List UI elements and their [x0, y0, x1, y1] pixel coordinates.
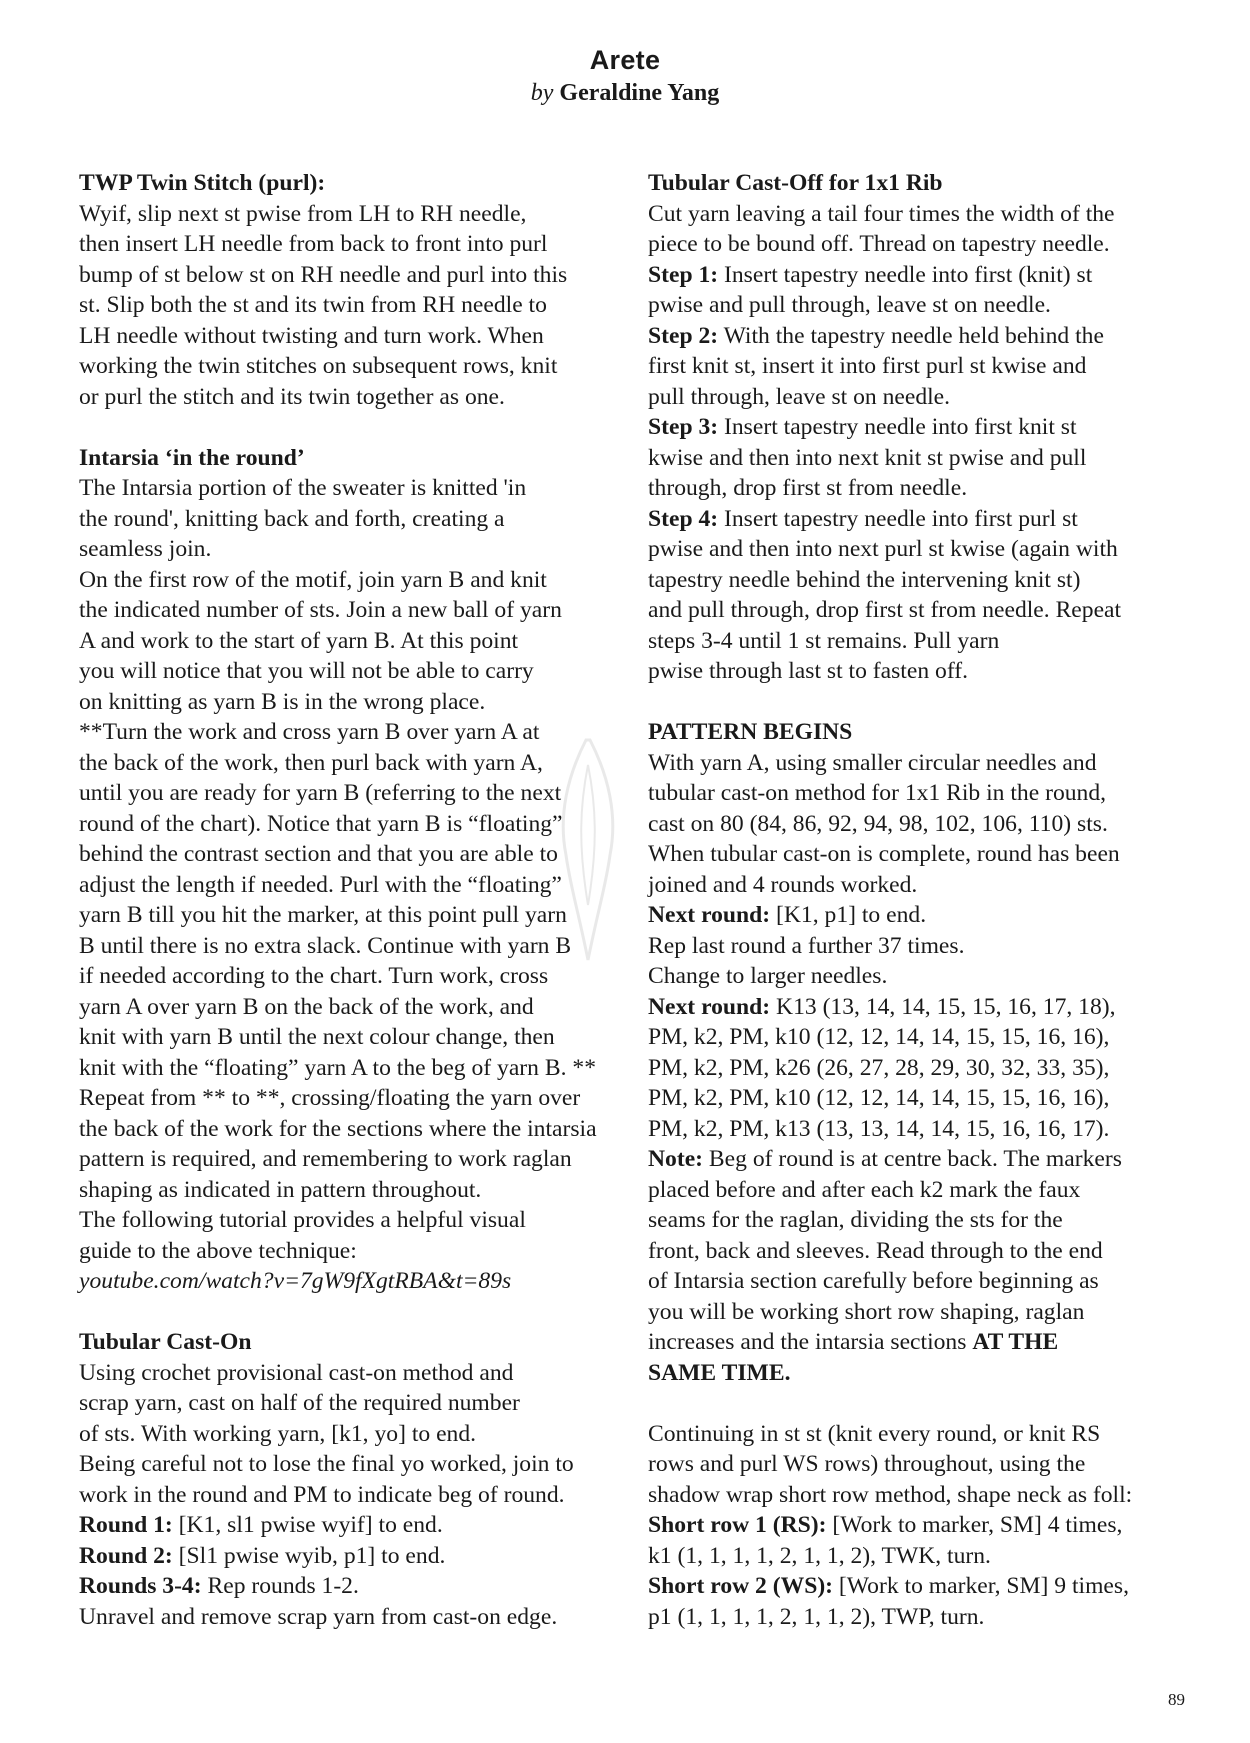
- spacer: [79, 412, 624, 443]
- text-line: on knitting as yarn B is in the wrong place.: [79, 688, 486, 715]
- text-line: pull through, leave st on needle.: [648, 383, 951, 410]
- step-label: Step 1:: [648, 261, 719, 288]
- text-line: the indicated number of sts. Join a new ball of yarn: [79, 597, 562, 623]
- text-line: The following tutorial provides a helpful visual: [79, 1207, 526, 1233]
- text-line: shaping as indicated in pattern throughout.: [79, 1176, 482, 1203]
- text-line: pwise and then into next purl st kwise (again with: [648, 536, 1118, 562]
- text-line: PM, k2, PM, k13 (13, 13, 14, 14, 15, 16, 16, 17).: [648, 1115, 1110, 1142]
- text-line: Wyif, slip next st pwise from LH to RH needle,: [79, 200, 527, 227]
- text-line: if needed according to the chart. Turn work, cross: [79, 963, 549, 989]
- text-line: The Intarsia portion of the sweater is knitted 'in: [79, 475, 527, 501]
- text-line: Rep last round a further 37 times.: [648, 932, 965, 959]
- text-line: kwise and then into next knit st pwise and pull: [648, 444, 1087, 471]
- round-text: Rep rounds 1-2.: [201, 1573, 359, 1599]
- byline: [0, 78, 1250, 108]
- text-line: seamless join.: [79, 536, 212, 562]
- text-line: On the first row of the motif, join yarn B and knit: [79, 566, 547, 593]
- emphasis-text: AT THE: [972, 1329, 1059, 1355]
- step-text: Insert tapestry needle into first knit st: [718, 414, 1077, 440]
- text-line: B until there is no extra slack. Continue with yarn B: [79, 932, 572, 959]
- text-line: Continuing in st st (knit every round, or knit RS: [648, 1420, 1101, 1447]
- round-1-line: [79, 1510, 624, 1541]
- next-round-1-line: [648, 900, 1196, 931]
- tutorial-link[interactable]: youtube.com/watch?v=7gW9fXgtRBA&t=89s: [79, 1268, 512, 1294]
- byline-by: by: [530, 80, 554, 106]
- step-text: With the tapestry needle held behind the: [718, 322, 1104, 349]
- text-line: Repeat from ** to **, crossing/floating the yarn over: [79, 1085, 581, 1111]
- text-line: you will notice that you will not be able to carry: [79, 658, 534, 684]
- text-line: through, drop first st from needle.: [648, 475, 968, 501]
- right-column: [648, 168, 1196, 1632]
- text-line: yarn B till you hit the marker, at this point pull yarn: [79, 902, 567, 928]
- section-heading: TWP Twin Stitch (purl):: [79, 170, 326, 196]
- text-line: shadow wrap short row method, shape neck as foll:: [648, 1481, 1133, 1508]
- text-line: guide to the above technique:: [79, 1237, 357, 1264]
- text-line: round of the chart). Notice that yarn B is “floating”: [79, 810, 563, 837]
- section-heading: Tubular Cast-On: [79, 1329, 252, 1355]
- text-line: behind the contrast section and that you are able to: [79, 841, 558, 867]
- note-tail-text: increases and the intarsia sections: [648, 1329, 973, 1355]
- round-text: [Sl1 pwise wyib, p1] to end.: [172, 1542, 446, 1569]
- tubular-cast-off-section: [648, 168, 1196, 687]
- step-3-line: [648, 412, 1196, 443]
- left-column: [79, 168, 624, 1632]
- text-line: steps 3-4 until 1 st remains. Pull yarn: [648, 627, 1000, 654]
- section-heading: Intarsia ‘in the round’: [79, 444, 305, 471]
- rounds-3-4-line: [79, 1571, 624, 1602]
- text-line: p1 (1, 1, 1, 1, 2, 1, 1, 2), TWP, turn.: [648, 1603, 985, 1630]
- step-label: Step 4:: [648, 505, 719, 532]
- text-line: st. Slip both the st and its twin from RH needle to: [79, 292, 547, 318]
- text-line: working the twin stitches on subsequent rows, knit: [79, 353, 558, 379]
- text-line: until you are ready for yarn B (referring to the next: [79, 780, 562, 806]
- text-line: piece to be bound off. Thread on tapestry needle.: [648, 231, 1110, 257]
- text-line: work in the round and PM to indicate beg of round.: [79, 1481, 565, 1508]
- page-number: 89: [1168, 1690, 1185, 1709]
- row-label: Short row 2 (WS):: [648, 1573, 834, 1599]
- text-line: k1 (1, 1, 1, 1, 2, 1, 1, 2), TWK, turn.: [648, 1542, 991, 1569]
- text-line: the back of the work, then purl back with yarn A,: [79, 749, 543, 776]
- row-text: [Work to marker, SM] 4 times,: [826, 1512, 1123, 1538]
- round-text: [K1, sl1 pwise wyif] to end.: [172, 1512, 443, 1538]
- section-heading: Tubular Cast-Off for 1x1 Rib: [648, 170, 943, 196]
- text-line: you will be working short row shaping, raglan: [648, 1298, 1085, 1325]
- text-line: tubular cast-on method for 1x1 Rib in the round,: [648, 780, 1107, 806]
- section-heading: PATTERN BEGINS: [648, 719, 853, 745]
- short-row-2-line: [648, 1571, 1196, 1602]
- round-label: Next round:: [648, 993, 771, 1020]
- round-2-line: [79, 1541, 624, 1572]
- spacer: [648, 1388, 1196, 1419]
- text-line: yarn A over yarn B on the back of the work, and: [79, 993, 534, 1020]
- text-line: Change to larger needles.: [648, 963, 888, 989]
- text-line: pattern is required, and remembering to work raglan: [79, 1146, 572, 1172]
- text-line: With yarn A, using smaller circular needles and: [648, 749, 1097, 776]
- text-line: joined and 4 rounds worked.: [648, 871, 918, 898]
- round-label: Rounds 3-4:: [79, 1573, 202, 1599]
- text-line: Using crochet provisional cast-on method and: [79, 1359, 514, 1386]
- intarsia-section: [79, 443, 624, 1297]
- step-text: Insert tapestry needle into first (knit) st: [718, 261, 1093, 288]
- spacer: [648, 687, 1196, 718]
- step-label: Step 2:: [648, 322, 719, 349]
- pattern-begins-section: [648, 717, 1196, 1388]
- text-line: adjust the length if needed. Purl with the “floating”: [79, 871, 562, 898]
- text-line: Being careful not to lose the final yo worked, join to: [79, 1451, 574, 1477]
- text-line: **Turn the work and cross yarn B over yarn A at: [79, 719, 540, 745]
- text-line: of Intarsia section carefully before beginning as: [648, 1268, 1099, 1294]
- note-tail-line: [648, 1327, 1196, 1358]
- text-line: pwise and pull through, leave st on needle.: [648, 292, 1051, 318]
- text-line: scrap yarn, cast on half of the required number: [79, 1390, 520, 1416]
- text-line: PM, k2, PM, k10 (12, 12, 14, 14, 15, 15, 16, 16),: [648, 1085, 1110, 1111]
- round-text: [K1, p1] to end.: [770, 902, 927, 928]
- next-round-2-line: [648, 992, 1196, 1023]
- round-label: Round 2:: [79, 1542, 173, 1569]
- text-line: knit with the “floating” yarn A to the beg of yarn B. **: [79, 1054, 596, 1081]
- row-text: [Work to marker, SM] 9 times,: [833, 1573, 1129, 1599]
- round-text: K13 (13, 14, 14, 15, 15, 16, 17, 18),: [770, 993, 1116, 1020]
- text-line: the round', knitting back and forth, creating a: [79, 505, 505, 532]
- text-line: bump of st below st on RH needle and purl into this: [79, 261, 568, 288]
- pattern-title: Arete: [589, 45, 661, 75]
- text-line: rows and purl WS rows) throughout, using the: [648, 1451, 1086, 1477]
- short-row-1-line: [648, 1510, 1196, 1541]
- text-line: knit with yarn B until the next colour change, then: [79, 1024, 555, 1050]
- author-name: Geraldine Yang: [559, 80, 720, 106]
- tubular-cast-on-section: [79, 1327, 624, 1632]
- text-line: of sts. With working yarn, [k1, yo] to end.: [79, 1420, 477, 1447]
- round-label: Next round:: [648, 902, 771, 928]
- text-line: first knit st, insert it into first purl st kwise and: [648, 353, 1087, 379]
- text-line: then insert LH needle from back to front into purl: [79, 231, 548, 257]
- spacer: [79, 1297, 624, 1328]
- text-line: Unravel and remove scrap yarn from cast-on edge.: [79, 1603, 558, 1630]
- text-line: tapestry needle behind the intervening knit st): [648, 566, 1081, 593]
- step-4-line: [648, 504, 1196, 535]
- short-row-section: [648, 1419, 1196, 1633]
- text-line: front, back and sleeves. Read through to the end: [648, 1237, 1103, 1264]
- text-line: PM, k2, PM, k26 (26, 27, 28, 29, 30, 32, 33, 35),: [648, 1054, 1110, 1081]
- note-text: Beg of round is at centre back. The markers: [703, 1146, 1122, 1172]
- page-header: [0, 44, 1250, 108]
- text-line: seams for the raglan, dividing the sts for the: [648, 1207, 1063, 1233]
- text-line: the back of the work for the sections where the intarsia: [79, 1115, 597, 1142]
- text-line: Cut yarn leaving a tail four times the width of the: [648, 200, 1115, 227]
- text-line: placed before and after each k2 mark the faux: [648, 1176, 1081, 1203]
- round-label: Round 1:: [79, 1512, 173, 1538]
- text-line: LH needle without twisting and turn work. When: [79, 322, 544, 349]
- row-label: Short row 1 (RS):: [648, 1512, 827, 1538]
- note-line: [648, 1144, 1196, 1175]
- note-label: Note:: [648, 1146, 704, 1172]
- step-2-line: [648, 321, 1196, 352]
- step-label: Step 3:: [648, 414, 719, 440]
- text-line: pwise through last st to fasten off.: [648, 658, 969, 684]
- text-line: cast on 80 (84, 86, 92, 94, 98, 102, 106, 110) sts.: [648, 810, 1108, 837]
- text-line: When tubular cast-on is complete, round has been: [648, 841, 1120, 867]
- text-line: or purl the stitch and its twin together as one.: [79, 383, 505, 410]
- text-line: PM, k2, PM, k10 (12, 12, 14, 14, 15, 15, 16, 16),: [648, 1024, 1110, 1050]
- text-line: A and work to the start of yarn B. At this point: [79, 627, 519, 654]
- twp-twin-stitch-section: [79, 168, 624, 412]
- step-text: Insert tapestry needle into first purl st: [718, 505, 1078, 532]
- step-1-line: [648, 260, 1196, 291]
- emphasis-text: SAME TIME.: [648, 1359, 791, 1386]
- text-line: and pull through, drop first st from needle. Repeat: [648, 597, 1122, 623]
